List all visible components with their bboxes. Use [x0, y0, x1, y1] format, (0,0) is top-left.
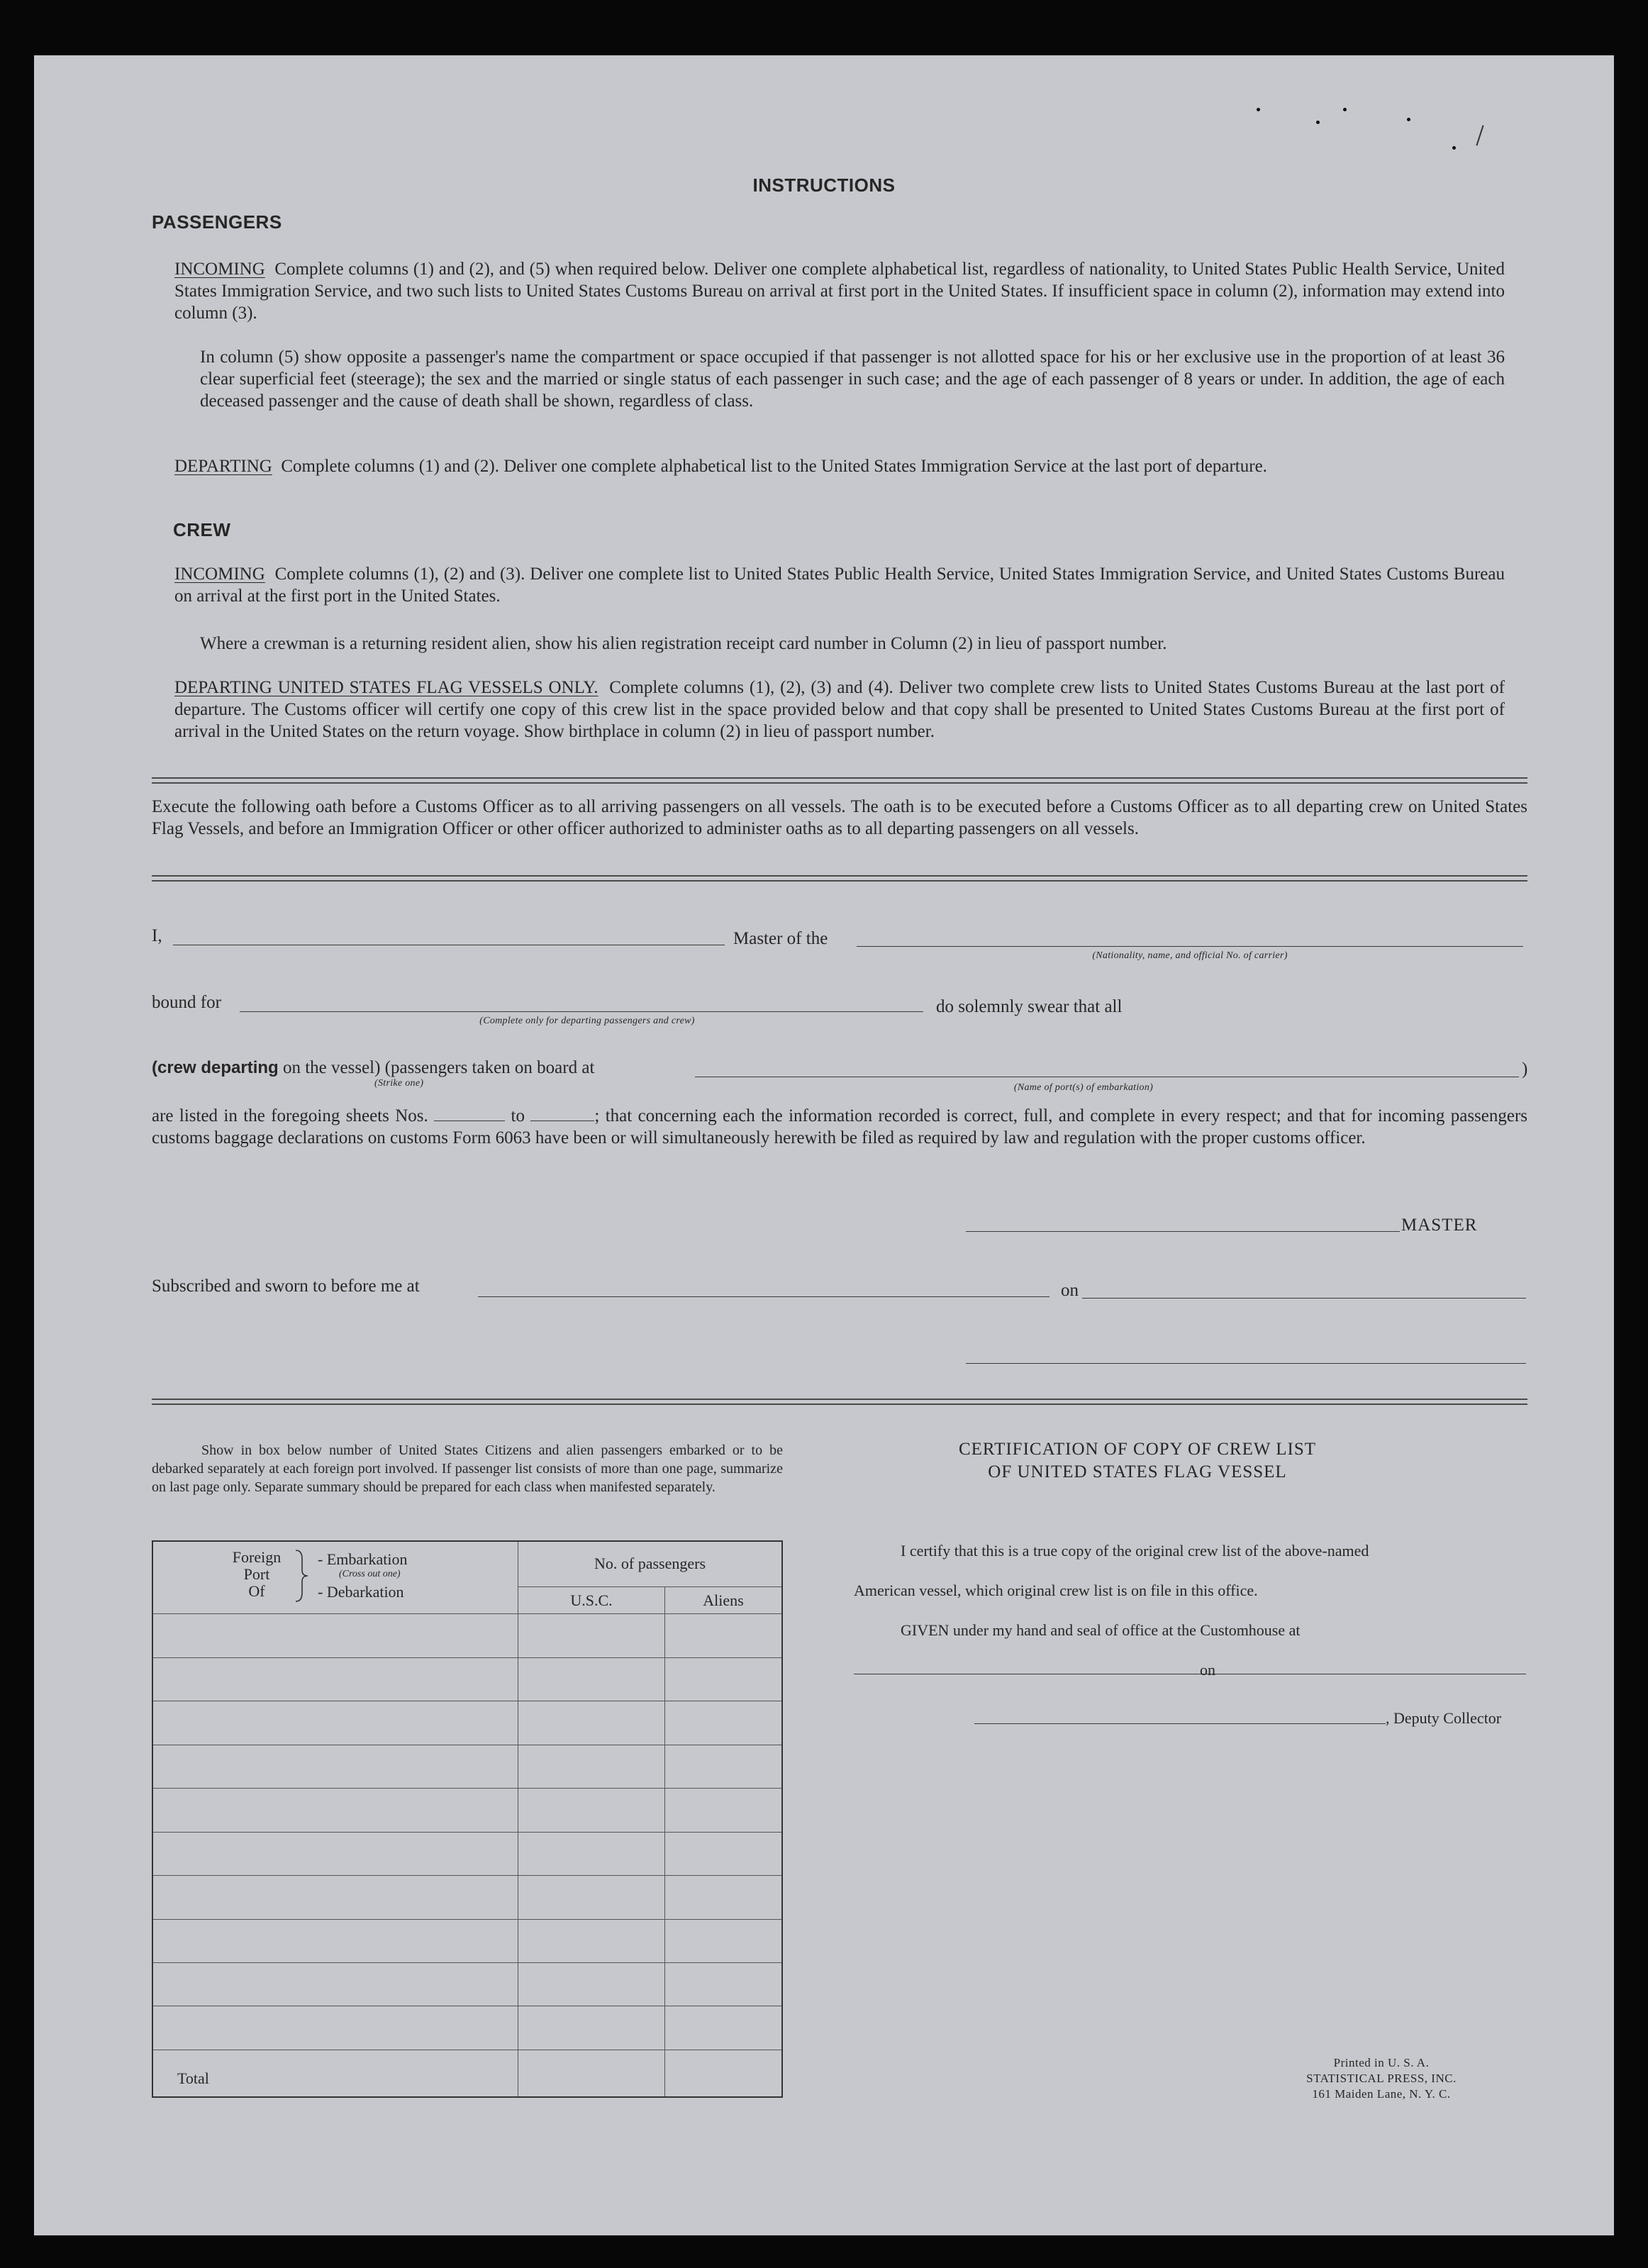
- strike-caption: (Strike one): [374, 1078, 424, 1089]
- brace-icon: [294, 1549, 309, 1603]
- swear-label: do solemnly swear that all: [936, 997, 1123, 1016]
- scan-speck: [1316, 121, 1320, 124]
- usc-cell[interactable]: [518, 1832, 665, 1875]
- aliens-cell[interactable]: [665, 2006, 783, 2050]
- port-cell[interactable]: [152, 1657, 518, 1701]
- close-paren: ): [1522, 1060, 1528, 1079]
- of-label: Of: [248, 1582, 265, 1600]
- scan-speck: [1343, 108, 1347, 111]
- total-label: Total: [152, 2050, 518, 2097]
- passengers-incoming-label: INCOMING: [174, 260, 265, 279]
- sworn-on-label: on: [1061, 1281, 1079, 1300]
- crew-departing-paragraph: [174, 677, 1505, 743]
- oath-instructions: Execute the following oath before a Customs Officer as to all arriving passengers on all vessels. The oath is to be executed before a Customs Officer as to all departing crew on United States Flag Vessels, and before an Immigration Officer or other officer authorized to administer oaths as to all departing passengers on all vessels.: [152, 797, 1527, 838]
- aliens-cell[interactable]: [665, 1832, 783, 1875]
- passengers-incoming-text: Complete columns (1) and (2), and (5) when required below. Deliver one complete alphabetical list, regardless of nationality, to United States Public Health Service, United States Immigration Service, and two such lists to United States Customs Bureau on arrival at first port in the United States. If insufficient space in column (2), information may extend into column (3).: [174, 260, 1505, 323]
- port-cell[interactable]: [152, 1614, 518, 1657]
- aliens-cell[interactable]: [665, 1789, 783, 1832]
- foreign-label: Foreign: [232, 1548, 282, 1566]
- passengers-incoming-paragraph: [174, 258, 1505, 324]
- bound-for-label: bound for: [152, 993, 221, 1012]
- port-cell[interactable]: [152, 1832, 518, 1875]
- table-row: [152, 1963, 782, 2006]
- bound-caption: (Complete only for departing passengers and crew): [479, 1016, 695, 1026]
- sheet-from-field[interactable]: [434, 1106, 505, 1121]
- usc-cell[interactable]: [518, 1789, 665, 1832]
- scan-speck: [1257, 108, 1260, 111]
- usc-cell[interactable]: [518, 1657, 665, 1701]
- bound-for-field[interactable]: [240, 1011, 923, 1012]
- embarkation-option[interactable]: - Embarkation: [318, 1550, 408, 1568]
- port-cell[interactable]: [152, 2006, 518, 2050]
- usc-header: U.S.C.: [518, 1586, 665, 1613]
- port-cell[interactable]: [152, 1963, 518, 2006]
- crew-resident-paragraph: Where a crewman is a returning resident alien, show his alien registration receipt card number in Column (2) in lieu of passport number.: [200, 634, 1167, 653]
- port-cell[interactable]: [152, 1701, 518, 1745]
- section-divider: [152, 875, 1527, 882]
- certification-title-line2: OF UNITED STATES FLAG VESSEL: [988, 1462, 1287, 1482]
- passengers-departing-text: Complete columns (1) and (2). Deliver one complete alphabetical list to the United States Immigration Service at the last port of departure.: [281, 457, 1267, 476]
- table-header-row: [152, 1541, 782, 1586]
- to-label: to: [511, 1106, 525, 1125]
- usc-cell[interactable]: [518, 1876, 665, 1919]
- port-cell[interactable]: [152, 1919, 518, 1962]
- port-caption: (Name of port(s) of embarkation): [1013, 1082, 1154, 1093]
- crew-heading: CREW: [173, 519, 231, 540]
- certification-title: [854, 1438, 1421, 1484]
- oath-i-label: I,: [152, 926, 162, 945]
- strike-line: [152, 1058, 594, 1078]
- table-row: [152, 1745, 782, 1788]
- usc-cell[interactable]: [518, 2006, 665, 2050]
- no-of-passengers-header: No. of passengers: [518, 1541, 783, 1586]
- passengers-column5-paragraph: In column (5) show opposite a passenger's name the compartment or space occupied if that passenger is not allotted space for his or her exclusive use in the proportion of at least 36 clear superficial feet (steerage); the sex and the married or single status of each passenger in such case; and the age of each passenger of 8 years or under. In addition, the age of each deceased passenger and the cause of death shall be shown, regardless of class.: [200, 348, 1505, 411]
- carrier-field[interactable]: [857, 946, 1523, 947]
- usc-cell[interactable]: [518, 1614, 665, 1657]
- sheet-to-field[interactable]: [530, 1106, 594, 1121]
- certify-line2: American vessel, which original crew list is on file in this office.: [854, 1582, 1258, 1599]
- scan-mark: [1476, 125, 1483, 145]
- section-divider: [152, 777, 1527, 784]
- box-instructions: Show in box below number of United States Citizens and alien passengers embarked or to be debarked separately at each foreign port involved. If passenger list consists of more than one page, summarize on last page only. Separate summary should be prepared for each class when manifested separately.: [152, 1442, 783, 1495]
- port-cell[interactable]: [152, 1789, 518, 1832]
- aliens-cell[interactable]: [665, 1657, 783, 1701]
- scan-speck: [1452, 146, 1456, 150]
- aliens-cell[interactable]: [665, 1614, 783, 1657]
- crew-incoming-text: Complete columns (1), (2) and (3). Deliver one complete list to United States Public Health Service, United States Immigration Service, and United States Customs Bureau on arrival at the first port in the United States.: [174, 565, 1505, 606]
- printer-line2: STATISTICAL PRESS, INC.: [1306, 2072, 1457, 2085]
- certify-line1: I certify that this is a true copy of the original crew list of the above-named: [901, 1542, 1369, 1560]
- table-row: [152, 1832, 782, 1875]
- crew-incoming-label: INCOMING: [174, 565, 265, 584]
- oath-paragraph: [152, 1105, 1527, 1149]
- aliens-header: Aliens: [665, 1586, 783, 1613]
- aliens-cell[interactable]: [665, 1919, 783, 1962]
- aliens-cell[interactable]: [665, 1963, 783, 2006]
- listed-prefix: are listed in the foregoing sheets Nos.: [152, 1106, 428, 1125]
- passengers-heading: PASSENGERS: [152, 211, 282, 233]
- listed-text: ; that concerning each the information recorded is correct, full, and complete in every respect; and that for incoming passengers customs baggage declarations on customs Form 6063 have been or will simultaneously herewith be filed as required by law and regulation with the proper customs officer.: [152, 1106, 1528, 1147]
- given-line: GIVEN under my hand and seal of office at the Customhouse at: [901, 1621, 1301, 1639]
- usc-total-cell[interactable]: [518, 2050, 665, 2097]
- master-of-label: Master of the: [733, 929, 828, 948]
- table-row: [152, 1657, 782, 1701]
- scan-speck: [1407, 118, 1410, 121]
- certification-title-line1: CERTIFICATION OF COPY OF CREW LIST: [958, 1440, 1317, 1459]
- passengers-departing-paragraph: [174, 455, 1505, 477]
- subscribed-label: Subscribed and sworn to before me at: [152, 1277, 420, 1296]
- certification-on-label: on: [1200, 1661, 1215, 1679]
- carrier-caption: (Nationality, name, and official No. of carrier): [1092, 950, 1288, 961]
- crew-departing-option[interactable]: (crew departing: [152, 1058, 279, 1077]
- port-label: Port: [243, 1565, 270, 1583]
- instructions-title: INSTRUCTIONS: [752, 174, 896, 196]
- master-signature-field[interactable]: [966, 1231, 1400, 1232]
- deputy-collector-label: , Deputy Collector: [1386, 1709, 1502, 1727]
- cross-out-caption: (Cross out one): [339, 1569, 401, 1579]
- usc-cell[interactable]: [518, 1745, 665, 1788]
- table-row: [152, 1789, 782, 1832]
- master-label: MASTER: [1401, 1216, 1478, 1235]
- sworn-place-field[interactable]: [478, 1296, 1050, 1297]
- printer-line3: 161 Maiden Lane, N. Y. C.: [1312, 2087, 1451, 2101]
- usc-cell[interactable]: [518, 1919, 665, 1962]
- on-the-vessel-text: on the vessel): [282, 1058, 381, 1077]
- aliens-cell[interactable]: [665, 1876, 783, 1919]
- printer-imprint: [1232, 2055, 1530, 2102]
- passenger-summary-table: [152, 1540, 783, 2098]
- aliens-cell[interactable]: [665, 1701, 783, 1745]
- passengers-departing-label: DEPARTING: [174, 457, 272, 476]
- aliens-cell[interactable]: [665, 1745, 783, 1788]
- table-row: [152, 1614, 782, 1657]
- usc-cell[interactable]: [518, 1701, 665, 1745]
- crew-incoming-paragraph: [174, 563, 1505, 607]
- deputy-signature-field[interactable]: [974, 1723, 1386, 1724]
- table-row: [152, 1919, 782, 1962]
- officer-signature-field[interactable]: [966, 1363, 1526, 1364]
- table-row: [152, 1701, 782, 1745]
- document-page: [34, 55, 1614, 2235]
- port-cell[interactable]: [152, 1745, 518, 1788]
- table-row: [152, 1876, 782, 1919]
- printer-line1: Printed in U. S. A.: [1333, 2056, 1430, 2069]
- crew-departing-text: Complete columns (1), (2), (3) and (4). Deliver two complete crew lists to United States Customs Bureau at the last port of departure. The Customs officer will certify one copy of this crew list in the space provided below and that copy shall be presented to United States Customs Bureau at the first port of arrival in the United States on the return voyage. Show birthplace in column (2) in lieu of passport number.: [174, 678, 1505, 741]
- table-row: [152, 2006, 782, 2050]
- usc-cell[interactable]: [518, 1963, 665, 2006]
- passengers-taken-option[interactable]: (passengers taken on board at: [384, 1058, 595, 1077]
- sworn-date-field[interactable]: [1082, 1298, 1526, 1299]
- aliens-total-cell[interactable]: [665, 2050, 783, 2097]
- foreign-port-header: [152, 1541, 518, 1614]
- port-cell[interactable]: [152, 1876, 518, 1919]
- debarkation-option[interactable]: - Debarkation: [318, 1583, 404, 1601]
- section-divider: [152, 1399, 1527, 1405]
- crew-departing-label: DEPARTING UNITED STATES FLAG VESSELS ONLY.: [174, 678, 598, 697]
- table-total-row: [152, 2050, 782, 2097]
